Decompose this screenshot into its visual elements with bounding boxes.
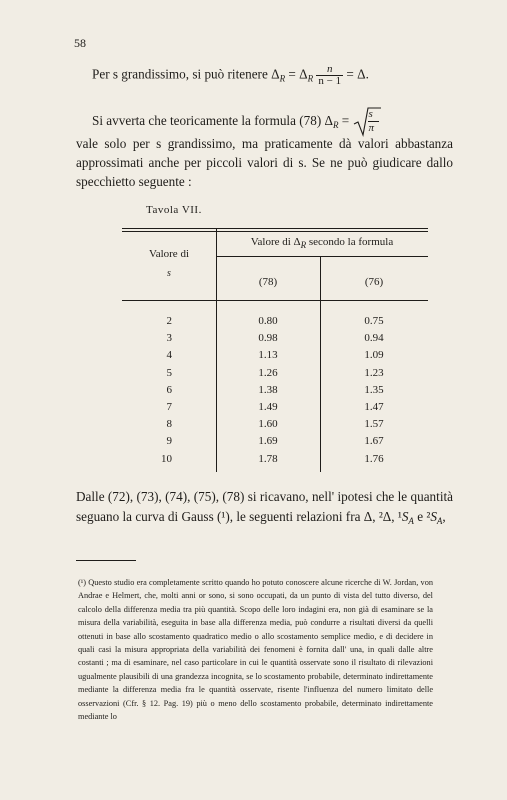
table-subheader-rule (216, 256, 428, 257)
table-row (122, 367, 428, 384)
cell-s: 4 (166, 349, 172, 362)
table-row (122, 315, 428, 332)
header-col-76: (76) (364, 276, 384, 288)
table-header-rule (122, 300, 428, 301)
formula-line-1-text: Per s grandissimo, si può ritenere (92, 66, 272, 82)
table-row (122, 332, 428, 349)
cell-s: 10 (161, 452, 172, 465)
equals-sign: = (338, 113, 353, 129)
header-group-text: Valore di Δ (250, 236, 301, 248)
header-group-end: secondo la formula (306, 236, 394, 248)
cell-formula-76: 0.75 (364, 315, 384, 327)
table-row (122, 384, 428, 401)
cell-formula-78: 1.38 (258, 383, 278, 396)
cell-formula-76: 1.67 (364, 435, 384, 448)
fraction-denominator: n − 1 (318, 75, 342, 87)
table-row (122, 435, 428, 452)
footnote: (¹) Questo studio era completamente scritto quando ho potuto conoscere alcune ricerche di W. Jordan, von Andrae e Helmert, che, molti anni or sono, si sono occupati, da un punto di vista del tutto diverso, del calcolo della differenza media tra più quantità. Scopo delle loro indagini era, non già di esaminare se la misura della variabilità, eseguita in base alla differenza media, può condurre a risultati diversi da quelli ottenuti in base allo scostamento quadratico medio o allo scostamento semplice medio, e di decidere in quali casi la misura appropriata della variabilità dei fenomeni è fornita dall' una, in quali dalle altre costanti ; ma di esaminare, nel caso particolare in cui le quantità osservate sono il risultato di rilevazioni ugualmente plausibili di una grandezza incognita, se lo scostamento probabile, determinato indirettamente mediante la differenza media fra le quantità osservate, risente l'influenza del numero limitato delle osservazioni (Cfr. § 12. Pag. 19) più o meno dello scostamento probabile, determinato indirettamente mediante lo (78, 578, 433, 722)
formula-line-1-end: = Δ. (343, 66, 369, 82)
paragraph-1: vale solo per s grandissimo, ma praticamente dà valori abbastanza approssimati anche per piccoli valori di s. Se ne può giudicare dallo specchietto seguente : (76, 136, 453, 189)
cell-formula-76: 1.76 (364, 452, 384, 465)
cell-formula-78: 0.80 (258, 315, 278, 327)
cell-formula-78: 1.13 (258, 349, 278, 362)
footnote-rule (76, 560, 136, 561)
cell-s: 6 (166, 383, 172, 396)
sqrt-numerator: s (368, 108, 373, 120)
table-top-rule (122, 228, 428, 229)
cell-formula-76: 1.57 (364, 418, 384, 431)
cell-formula-76: 1.09 (364, 349, 384, 362)
cell-formula-78: 1.78 (258, 452, 278, 465)
cell-formula-76: 0.94 (364, 332, 384, 345)
formula-line-2 (92, 107, 381, 137)
header-col-78: (78) (258, 276, 278, 288)
paragraph-2-text: Dalle (72), (73), (74), (75), (78) si ricavano, nell' ipotesi che le quantità seguano la curva di Gauss (¹), le seguenti relazioni fra Δ, ²Δ, $^1S_A$ e $^2S_A$, (76, 489, 453, 526)
sqrt-sign-icon (353, 107, 381, 137)
delta-subscript-2: R (307, 73, 314, 84)
delta-symbol-2: Δ (324, 113, 333, 129)
header-valore-di: Valore di (148, 248, 189, 260)
sqrt-denominator: π (368, 122, 375, 134)
table-top-rule-2 (122, 231, 428, 232)
table-row (122, 349, 428, 366)
cell-formula-76: 1.47 (364, 401, 384, 413)
cell-s: 7 (166, 401, 172, 413)
header-group (216, 236, 428, 250)
page-number: 58 (74, 36, 86, 50)
cell-formula-78: 1.69 (258, 435, 278, 448)
cell-s: 5 (166, 366, 172, 379)
table-caption: Tavola VII. (146, 204, 202, 216)
cell-formula-76: 1.35 (364, 383, 384, 396)
cell-formula-78: 0.98 (258, 332, 278, 345)
delta-subscript-3: R (333, 120, 339, 131)
formula-line-1 (92, 64, 369, 87)
formula-line-2-text: Si avverta che teoricamente la formula (78) (92, 113, 325, 129)
sqrt-expression (353, 107, 381, 137)
delta-subscript: R (279, 73, 286, 84)
cell-s: 2 (166, 315, 172, 327)
cell-formula-76: 1.23 (364, 366, 384, 379)
cell-formula-78: 1.49 (258, 401, 278, 413)
table-row (122, 401, 428, 418)
fraction-numerator: n (327, 63, 333, 75)
table-row (122, 453, 428, 470)
cell-s: 8 (166, 418, 172, 431)
paragraph-2 (76, 487, 453, 531)
fraction (316, 64, 343, 87)
header-group-subscript: R (300, 240, 307, 250)
header-s: s (167, 268, 171, 279)
cell-formula-78: 1.60 (258, 418, 278, 431)
cell-formula-78: 1.26 (258, 366, 278, 379)
equals-delta: = Δ (285, 66, 308, 82)
delta-symbol: Δ (271, 66, 280, 82)
table-row (122, 418, 428, 435)
cell-s: 9 (166, 435, 172, 448)
cell-s: 3 (166, 332, 172, 345)
